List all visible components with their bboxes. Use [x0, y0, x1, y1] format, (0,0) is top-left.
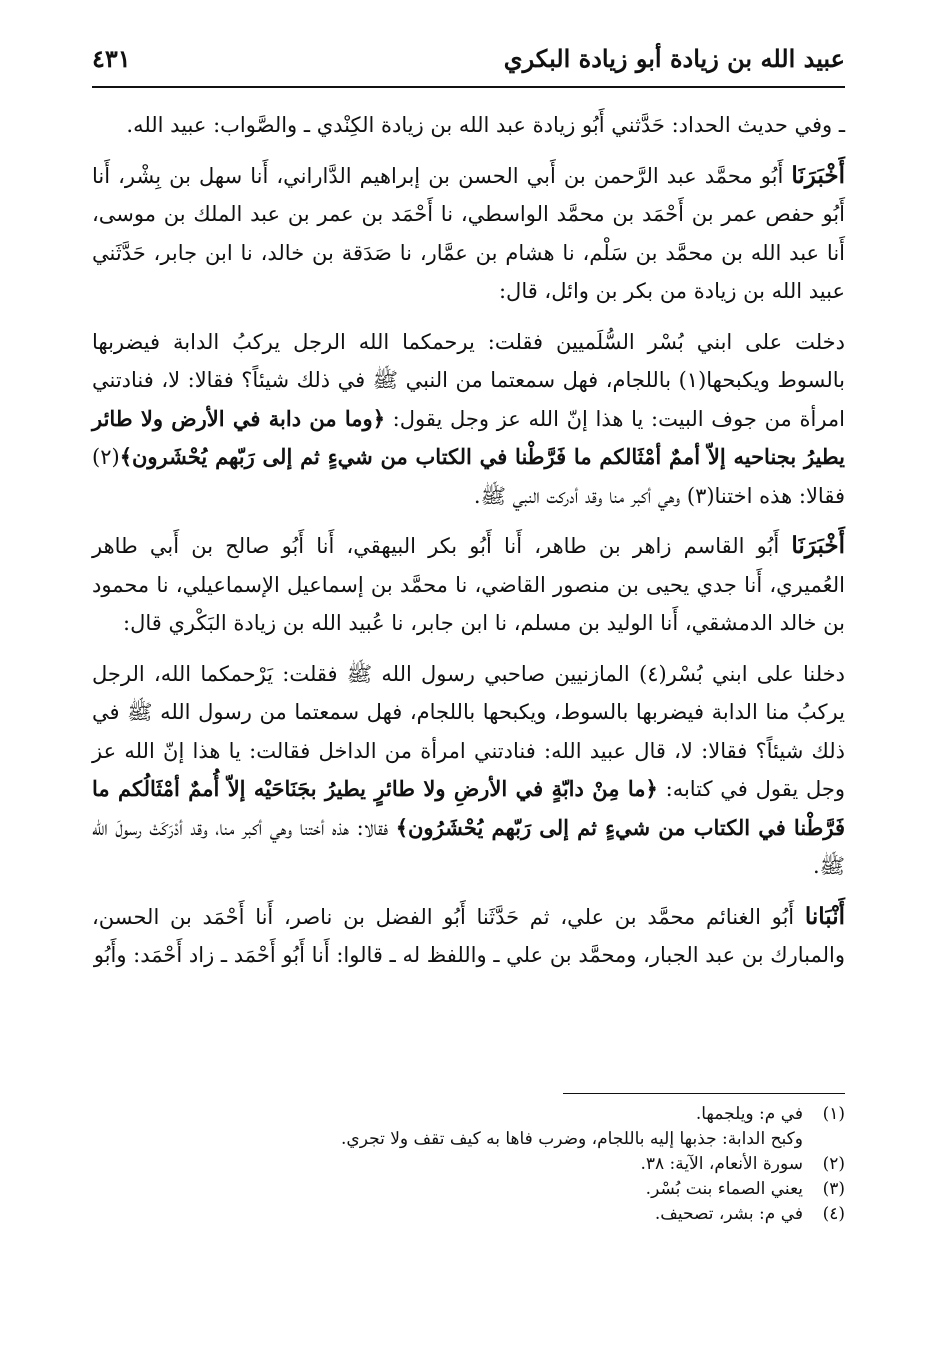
- footnote-continuation: [92, 1127, 845, 1152]
- paragraph-1: ـ وفي حديث الحداد: حَدَّثني أَبُو زيادة عبد الله بن زيادة الكِنْدي ـ والصَّواب: عبيد الله.: [126, 113, 845, 137]
- footnote-number: (٣): [822, 1179, 845, 1199]
- footnote-text: يعني الصماء بنت بُسْر.: [645, 1179, 803, 1199]
- footnote-divider: [563, 1093, 845, 1094]
- isnad-lead-word: أَخْبَرَنَا: [791, 532, 845, 559]
- footnote-text: في م: بشر، تصحيف.: [654, 1204, 803, 1224]
- paragraph-6: [92, 898, 845, 975]
- footnote-number: (٢): [822, 1154, 845, 1174]
- paragraph-5-text-2: فقالا: هذه أختنا وهي أكبر منا، وقد أدْرَكَتْ رسولَ الله ﷺ.: [92, 815, 845, 878]
- isnad-lead-word: أَنْبَانا: [804, 902, 845, 930]
- paragraph-4-text: أَبُو القاسم زاهر بن طاهر، أَنا أَبُو بكر البيهقي، أَنا أَبُو صالح بن أَبي طاهر العُميري، أَنا جدي يحيى بن منصور القاضي، نا محمَّد بن إسماعيل الإسماعيلي، نا محمود بن خالد الدمشقي، أَنا الوليد بن مسلم، نا ابن جابر، نا عُبيد الله بن زيادة البَكْري قال:: [92, 534, 845, 635]
- footnote-number: (١): [822, 1104, 845, 1124]
- paragraph-3-text-2: (٢) فقالا: هذه اختنا(٣) وهي أكبر منا وقد أدركت النبي ﷺ.: [92, 445, 845, 508]
- footnotes: [92, 1102, 845, 1227]
- page-number: ٤٣١: [92, 44, 131, 73]
- main-text: [92, 106, 845, 987]
- paragraph-2: [92, 157, 845, 311]
- footnote-text: في م: ويلجمها.: [695, 1104, 803, 1124]
- footnote-text: سورة الأنعام، الآية: ٣٨.: [640, 1154, 803, 1174]
- paragraph-3: [92, 323, 845, 516]
- paragraph-5-text-1: دخلنا على ابني بُسْر(٤) المازنيين صاحبي رسول الله ﷺ فقلت: يَرْحمكما الله، الرجل يركبُ منا الدابة فيضربها بالسوط، ويكبحها باللجام، فهل سمعتما من رسول الله ﷺ في ذلك شيئاً؟ فقالا: لا، قال عبيد الله: فنادتني امرأة من الداخل فقالت: يا هذا إنّ الله عز وجل يقول في كتابه:: [92, 661, 845, 801]
- footnote: [92, 1102, 845, 1127]
- quran-verse: ﴿وما من دابة في الأرض ولا طائر يطيرُ بجناحيه إلاّ أممٌ أمْثَالكم ما فَرَّطْنا في الكتاب من شيءٍ ثم إلى رَبّهم يُحْشَرون﴾: [92, 405, 845, 469]
- footnote-number: (٤): [822, 1204, 845, 1224]
- footnote: [92, 1202, 845, 1227]
- paragraph-3-text-1: دخلت على ابني بُسْر السُّلَميين فقلت: يرحمكما الله الرجل يركبُ الدابة فيضربها بالسوط ويكبحها(١) باللجام، فهل سمعتما من النبي ﷺ في ذلك شيئاً؟ فقالا: لا، فنادتني امرأة من جوف البيت: يا هذا إنّ الله عز وجل يقول:: [92, 329, 845, 431]
- paragraph-5: [92, 655, 845, 886]
- paragraph-2-text: أَبُو محمَّد عبد الرَّحمن بن أَبي الحسن بن إبراهيم الدَّاراني، أَنا سهل بن بِشْر، أَنا أَبُو حفص عمر بن أَحْمَد بن محمَّد الواسطي، نا أَحْمَد بن عمر بن عبد الملك بن موسى، أَنا عبد الله بن محمَّد بن سَلْم، نا هشام بن عمَّار، نا صَدَقة بن خالد، نا ابن جابر، حَدَّثَني عبيد الله بن زيادة من بكر بن وائل، قال:: [92, 163, 845, 303]
- footnote-text: وكبح الدابة: جذبها إليه باللجام، وضرب فاها به كيف تقف ولا تجري.: [341, 1129, 803, 1149]
- isnad-lead-word: أَخْبَرَنَا: [791, 161, 845, 189]
- footnote: [92, 1177, 845, 1202]
- footnote: [92, 1152, 845, 1177]
- page-header: [92, 40, 845, 88]
- paragraph-6-text: أَبُو الغنائم محمَّد بن علي، ثم حَدَّثَنا أَبُو الفضل بن ناصر، أَنا أَحْمَد بن الحسن، والمبارك بن عبد الجبار، ومحمَّد بن علي ـ واللفظ له ـ قالوا: أَنا أَبُو أَحْمَد ـ زاد أَحْمَد: وأَبُو: [92, 904, 845, 967]
- paragraph-4: [92, 527, 845, 643]
- running-title: عبيد الله بن زيادة أبو زيادة البكري: [503, 44, 845, 73]
- quran-verse: ﴿ما مِنْ دابّةٍ في الأرضِ ولا طائرٍ يطيرُ بجَنَاحَيْه إلاّ أُممٌ أمْثَالُكم ما فَرَّطْنا في الكتاب من شيءٍ ثم إلى رَبّهم يُحْشَرُون﴾: [92, 776, 846, 840]
